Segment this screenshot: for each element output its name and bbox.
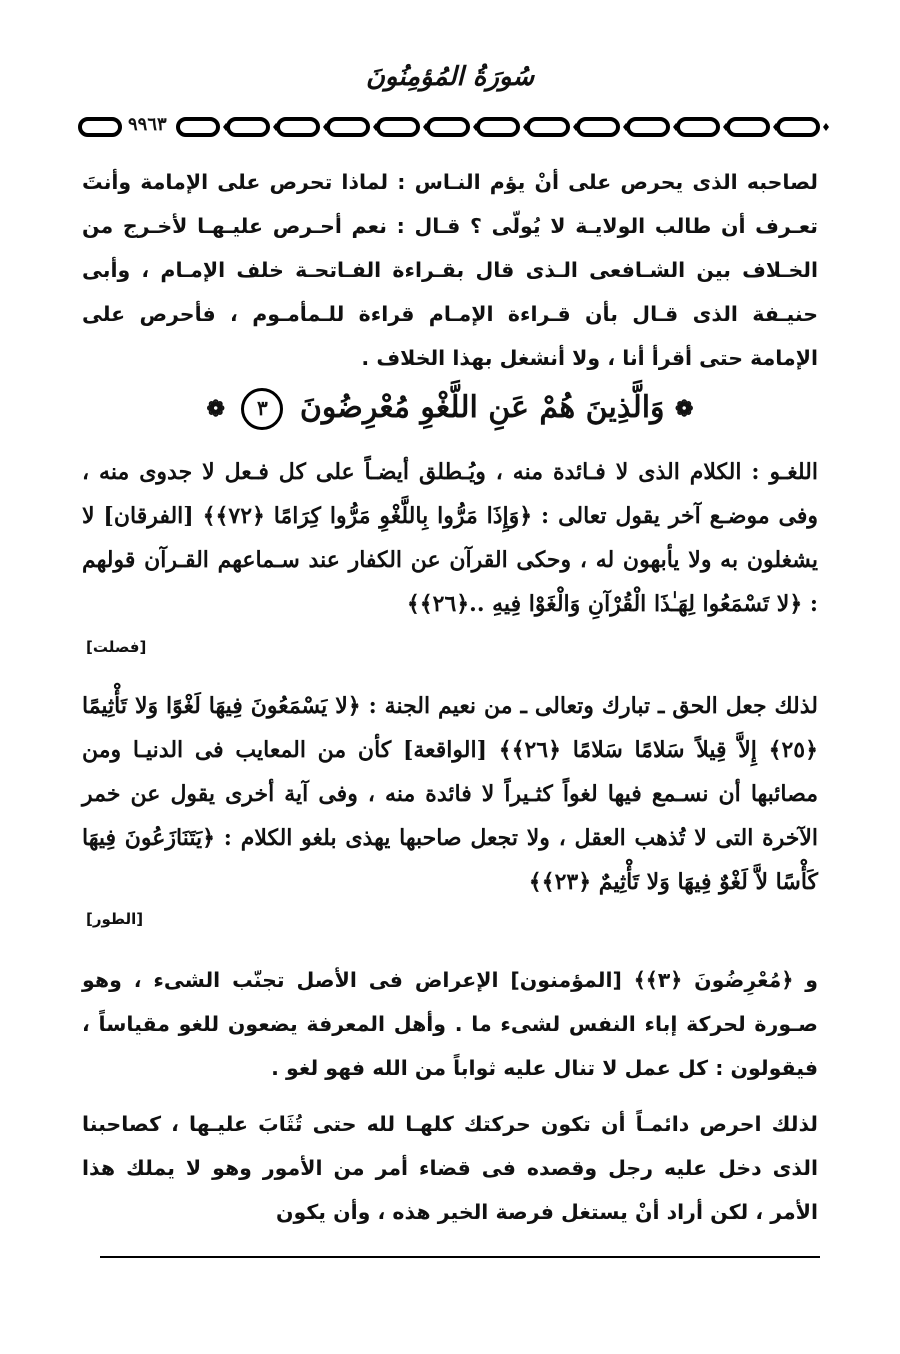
paragraph-4 xyxy=(82,958,818,1090)
paragraph-5-text: لذلك احرص دائمـاً أن تكون حركتك كلهـا لله حتى تُثَابَ عليـها ، كصاحبنا الذى دخل عليه رجل وقصده فى قضاء أمر من الأمور وهو لا يملك هذا الأمر ، لكن أراد أنْ يستغل فرصة الخير هذه ، وأن يكون xyxy=(82,1112,818,1224)
paragraph-1-text: لصاحبه الذى يحرص على أنْ يؤم النـاس : لماذا تحرص على الإمامة وأنتَ تعـرف أن طالب الولايـة لا يُولّى ؟ قـال : نعم أحـرص عليـهـا لأخـرج من الخـلاف بين الشـافعى الـذى قال بقـراءة الفـاتحـة خلف الإمـام ، وأبى حنيـفة الذى قـال بأن قـراءة الإمـام قراءة للـمأمـوم ، فأحرص على الإمامة حتى أقرأ أنا ، ولا أنشغل بهذا الخلاف . xyxy=(82,170,818,370)
verse-heading xyxy=(0,388,900,430)
flourish-right-icon: ❁ xyxy=(675,396,694,422)
reference-fussilat: [فصلت] xyxy=(86,638,147,656)
paragraph-1 xyxy=(82,160,818,380)
verse-number-medallion: ٣ xyxy=(241,388,283,430)
paragraph-2-text: اللغـو : الكلام الذى لا فـائدة منه ، ويُـطلق أيضـاً على كل فـعل لا جدوى منه ، وفى موضـع آخر يقول تعالى : ﴿وَإِذَا مَرُّوا بِاللَّغْوِ مَرُّوا كِرَامًا ﴿٧٢﴾﴾ [الفرقان] لا يشغلون به ولا يأبهون له ، وحكى القرآن عن الكفار عند سـماعهم القـرآن قولهم : ﴿لا تَسْمَعُوا لِهَـٰذَا الْقُرْآنِ وَالْغَوْا فِيهِ ..﴿٢٦﴾﴾ xyxy=(82,459,818,617)
paragraph-5 xyxy=(82,1102,818,1234)
footer-rule xyxy=(100,1256,820,1258)
surah-title: سُورَةُ المُؤمِنُونَ xyxy=(365,62,535,92)
reference-at-tur: [الطور] xyxy=(86,910,144,928)
paragraph-4-text: و ﴿مُعْرِضُونَ ﴿٣﴾﴾ [المؤمنون] الإعراض فى الأصل تجنّب الشىء ، وهو صـورة لحركة إباء النفس لشىء ما . وأهل المعرفة يضعون للغو مقياساً ، فيقولون : كل عمل لا تنال عليه ثواباً من الله فهو لغو . xyxy=(82,968,818,1080)
header-ornament-band xyxy=(78,112,844,142)
paragraph-3-text: لذلك جعل الحق ـ تبارك وتعالى ـ من نعيم الجنة : ﴿لا يَسْمَعُونَ فِيهَا لَغْوًا وَلا تَأْثِيمًا ﴿٢٥﴾ إِلاَّ قِيلاً سَلامًا سَلامًا ﴿٢٦﴾﴾ [الواقعة] كأن من المعايب فى الدنيـا ومن مصائبها أن نسـمع فيها لغواً كثـيراً لا فائدة منه ، وفى آية أخرى يقول عن خمر الآخرة التى لا تُذهب العقل ، ولا تجعل صاحبها يهذى بلغو الكلام : ﴿يَتَنَازَعُونَ فِيهَا كَأْسًا لاَّ لَغْوٌ فِيهَا وَلا تَأْثِيمٌ ﴿٢٣﴾﴾ xyxy=(82,693,818,895)
paragraph-2 xyxy=(82,450,818,626)
paragraph-3 xyxy=(82,684,818,904)
page-number: ٩٩٦٣ xyxy=(124,114,171,135)
verse-text: وَالَّذِينَ هُمْ عَنِ اللَّغْوِ مُعْرِضُونَ xyxy=(299,390,665,425)
flourish-left-icon: ❁ xyxy=(206,396,225,422)
